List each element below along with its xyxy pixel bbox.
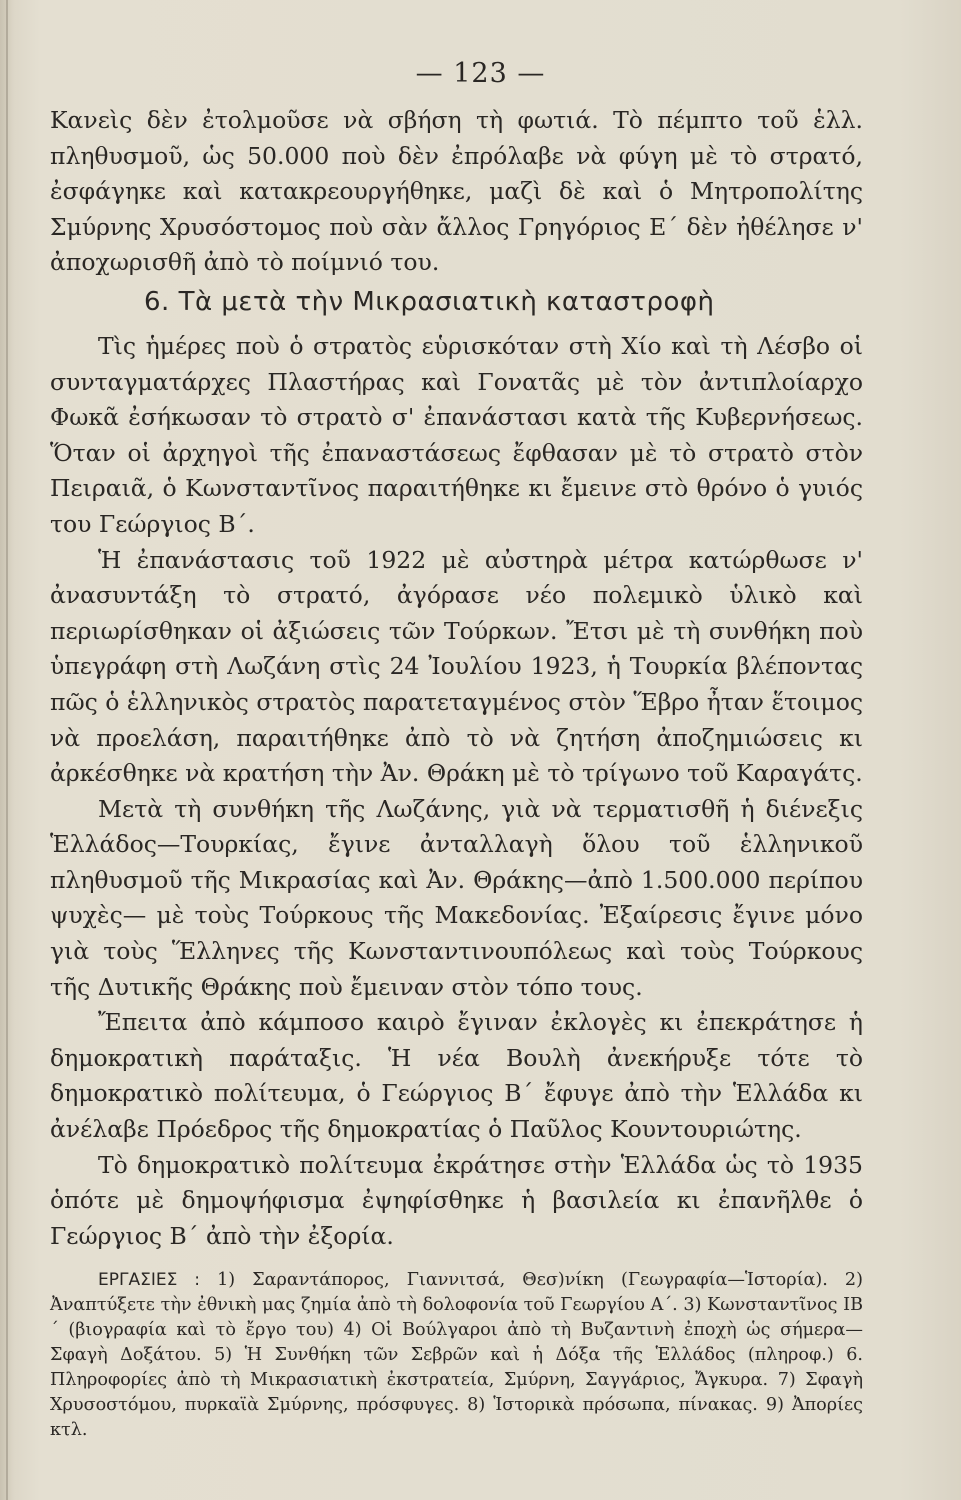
paragraph-5: Τὸ δημοκρατικὸ πολίτευμα ἐκράτησε στὴν Ἑλλάδα ὡς τὸ 1935 ὁπότε μὲ δημοψήφισμα ἐψηφίσθηκε ἡ βασιλεία κι ἐπανῆλθε ὁ Γεώργιος Β´ ἀπὸ τὴν ἐξορία. bbox=[50, 1150, 863, 1250]
paragraph-4: Ἔπειτα ἀπὸ κάμποσο καιρὸ ἔγιναν ἐκλογὲς κι ἐπεκράτησε ἡ δημοκρατικὴ παράταξις. Ἡ νέα Βουλὴ ἀνεκήρυξε τότε τὸ δημοκρατικὸ πολίτευμα, ὁ Γεώργιος Β´ ἔφυγε ἀπὸ τὴν Ἑλλάδα κι ἀνέλαβε Πρόεδρος τῆς δημοκρατίας ὁ Παῦλος Κουντουριώτης. bbox=[50, 1008, 863, 1144]
paragraph-2: Ἡ ἐπανάστασις τοῦ 1922 μὲ αὐστηρὰ μέτρα κατώρθωσε ν' ἀνασυντάξη τὸ στρατό, ἀγόρασε νέο πολεμικὸ ὑλικὸ καὶ περιωρίσθηκαν οἱ ἀξιώσεις τῶν Τούρκων. Ἔτσι μὲ τὴ συνθήκη ποὺ ὑπεγράφη στὴ Λωζάνη στὶς 24 Ἰουλίου 1923, ἡ Τουρκία βλέποντας πῶς ὁ ἑλληνικὸς στρατὸς παρατεταγμένος στὸν Ἕβρο ἦταν ἕτοιμος νὰ προελάση, παραιτήθηκε ἀπὸ τὸ νὰ ζητήση ἀποζημιώσεις κι ἀρκέσθηκε νὰ κρατήση τὴν Ἀν. Θράκη μὲ τὸ τρίγωνο τοῦ Καραγάτς. bbox=[50, 545, 863, 788]
exercises-text: 1) Σαραντάπορος, Γιαννιτσά, Θεσ)νίκη (Γεωγραφία—Ἱστορία). 2) Ἀναπτύξετε τὴν ἐθνικὴ μας ζημία ἀπὸ τὴ δολοφονία τοῦ Γεωργίου Α´. 3) Κωνσταντῖνος ΙΒ´ (βιογραφία καὶ τὸ ἔργο του) 4) Οἱ Βούλγαροι ἀπὸ τὴ Βυζαντινὴ ἐποχὴ ὡς σήμερα—Σφαγὴ Δοξάτου. 5) Ἡ Συνθήκη τῶν Σεβρῶν καὶ ἡ Δόξα τῆς Ἑλλάδος (πληροφ.) 6. Πληροφορίες ἀπὸ τὴ Μικρασιατικὴ ἐκστρατεία, Σμύρνη, Σαγγάριος, Ἄγκυρα. 7) Σφαγὴ Χρυσοστόμου, πυρκαϊὰ Σμύρνης, πρόσφυγες. 8) Ἱστορικὰ πρόσωπα, πίνακας. 9) Ἀπορίες κτλ. bbox=[50, 1270, 863, 1441]
paragraph-1: Τὶς ἡμέρες ποὺ ὁ στρατὸς εὑρισκόταν στὴ Χίο καὶ τὴ Λέσβο οἱ συνταγματάρχες Πλαστήρας καὶ Γονατᾶς μὲ τὸν ἀντιπλοίαρχο Φωκᾶ ἐσήκωσαν τὸ στρατὸ σ' ἐπανάστασι κατὰ τῆς Κυβερνήσεως. Ὅταν οἱ ἀρχηγοὶ τῆς ἐπαναστάσεως ἔφθασαν μὲ τὸ στρατὸ στὸν Πειραιᾶ, ὁ Κωνσταντῖνος παραιτήθηκε κι ἔμεινε στὸ θρόνο ὁ γυιός του Γεώργιος Β´. bbox=[50, 331, 863, 538]
section-heading: 6. Τὰ μετὰ τὴν Μικρασιατικὴ καταστροφὴ bbox=[144, 286, 715, 317]
exercises-label: ΕΡΓΑΣΙΕΣ : bbox=[98, 1270, 200, 1291]
paragraph-intro: Κανεὶς δὲν ἐτολμοῦσε νὰ σβήση τὴ φωτιά. Τὸ πέμπτο τοῦ ἑλλ. πληθυσμοῦ, ὡς 50.000 ποὺ δὲν ἐπρόλαβε νὰ φύγη μὲ τὸ στρατό, ἐσφάγηκε καὶ κατακρεουργήθηκε, μαζὶ δὲ καὶ ὁ Μητροπολίτης Σμύρνης Χρυσόστομος ποὺ σὰν ἄλλος Γρηγόριος Ε´ δὲν ἠθέλησε ν' ἀποχωρισθῆ ἀπὸ τὸ ποίμνιό του. bbox=[50, 106, 863, 277]
paragraph-3: Μετὰ τὴ συνθήκη τῆς Λωζάνης, γιὰ νὰ τερματισθῆ ἡ διένεξις Ἑλλάδος—Τουρκίας, ἔγινε ἀνταλλαγὴ ὅλου τοῦ ἑλληνικοῦ πληθυσμοῦ τῆς Μικρασίας καὶ Ἀν. Θράκης—ἀπὸ 1.500.000 περίπου ψυχὲς— μὲ τοὺς Τούρκους τῆς Μακεδονίας. Ἐξαίρεσις ἔγινε μόνο γιὰ τοὺς Ἕλληνες τῆς Κωνσταντινουπόλεως καὶ τοὺς Τούρκους τῆς Δυτικῆς Θράκης ποὺ ἔμειναν στὸν τόπο τους. bbox=[50, 794, 863, 1001]
page-number: — 123 — bbox=[415, 58, 546, 89]
exercises-block bbox=[50, 1268, 863, 1443]
